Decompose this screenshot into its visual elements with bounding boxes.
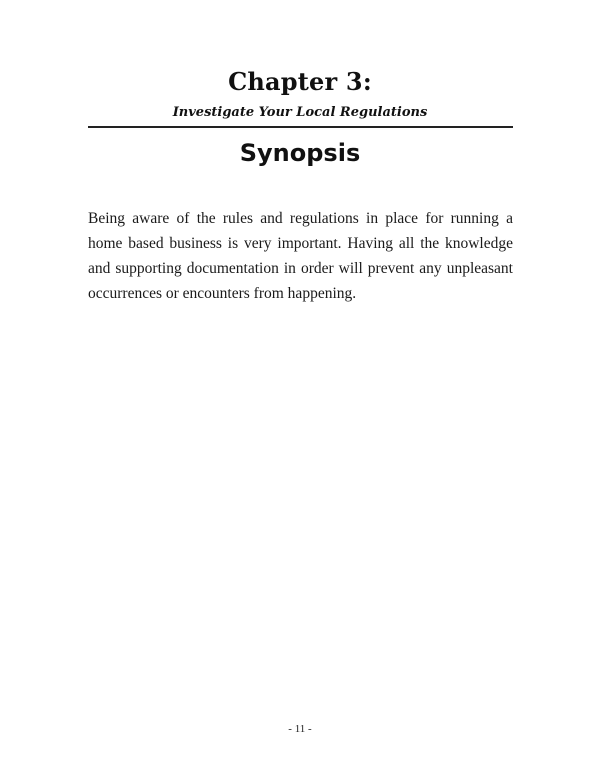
synopsis-paragraph: Being aware of the rules and regulations in place for running a home based business is very important. Having all the knowledge and supporting documentation in order will prevent any unpleasant occurrences or encounters from happening. xyxy=(88,210,513,302)
chapter-subtitle: Investigate Your Local Regulations xyxy=(172,105,428,120)
title-divider xyxy=(88,126,513,128)
chapter-title: Chapter 3: xyxy=(228,67,372,96)
section-heading: Synopsis xyxy=(239,139,361,167)
page-number: - 11 - xyxy=(288,723,312,735)
